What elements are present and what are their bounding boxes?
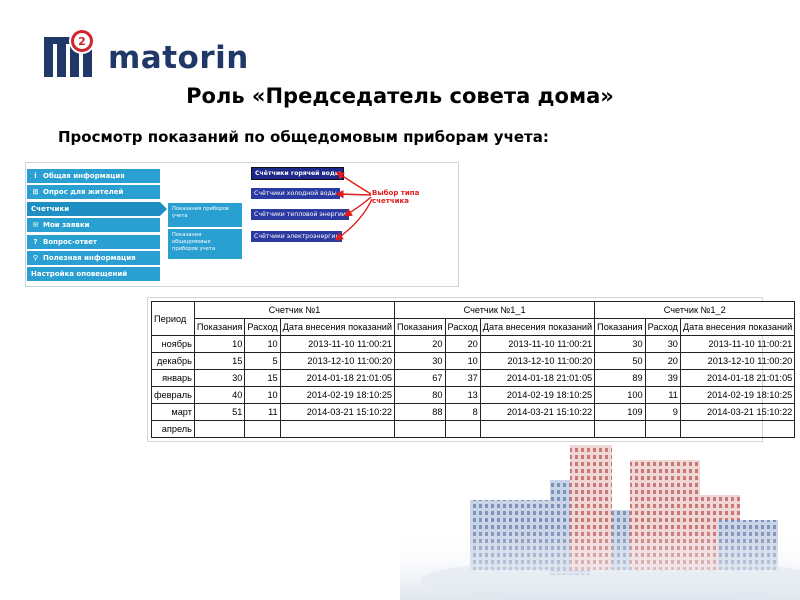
reading-cell (194, 421, 244, 438)
meter-1-1-header: Счетчик №1_1 (395, 302, 595, 319)
table-row (152, 387, 795, 404)
consumption-cell: 20 (445, 336, 480, 353)
heat-energy-meters-button[interactable]: Счётчики тепловой энергии (251, 209, 349, 220)
period-header: Период (152, 302, 195, 336)
period-cell: декабрь (152, 353, 195, 370)
consumption-cell: 20 (645, 353, 680, 370)
reading-cell: 67 (395, 370, 445, 387)
date-cell: 2014-02-19 18:10:25 (680, 387, 794, 404)
reading-cell (395, 421, 445, 438)
meter-1-2-header: Счетчик №1_2 (595, 302, 795, 319)
sidebar-item-label: Счетчики (31, 204, 70, 213)
reading-cell: 51 (194, 404, 244, 421)
date-cell: 2013-12-10 11:00:20 (680, 353, 794, 370)
date-cell: 2014-03-21 15:10:22 (480, 404, 594, 421)
consumption-cell: 15 (245, 370, 280, 387)
period-cell: февраль (152, 387, 195, 404)
date-cell: 2013-11-10 11:00:21 (280, 336, 394, 353)
meter-type-annotation: Выбор типа счетчика (372, 189, 420, 205)
date-cell: 2013-12-10 11:00:20 (280, 353, 394, 370)
cold-water-meters-button[interactable]: Счётчики холодной воды (251, 188, 340, 199)
reading-cell: 89 (595, 370, 645, 387)
period-cell: январь (152, 370, 195, 387)
reading-cell: 20 (395, 336, 445, 353)
consumption-cell (445, 421, 480, 438)
reading-cell: 40 (194, 387, 244, 404)
date-cell: 2014-03-21 15:10:22 (280, 404, 394, 421)
reading-cell: 10 (194, 336, 244, 353)
readings-header: Показания (595, 319, 645, 336)
readings-table-body (152, 336, 795, 438)
period-cell: апрель (152, 421, 195, 438)
consumption-cell: 10 (445, 353, 480, 370)
sidebar-item-label: Мои заявки (43, 221, 90, 230)
date-cell (680, 421, 794, 438)
readings-table-container (147, 297, 793, 442)
table-row (152, 421, 795, 438)
date-header: Дата внесения показаний (480, 319, 594, 336)
meter-1-header: Счетчик №1 (194, 302, 394, 319)
consumption-header: Расход (645, 319, 680, 336)
consumption-cell: 8 (445, 404, 480, 421)
reading-cell: 15 (194, 353, 244, 370)
submenu-meter-readings[interactable]: Показания приборов учета (168, 203, 242, 227)
reading-cell (595, 421, 645, 438)
menu-panel (25, 162, 459, 287)
consumption-cell: 10 (245, 336, 280, 353)
date-header: Дата внесения показаний (680, 319, 794, 336)
date-cell: 2014-01-18 21:01:05 (680, 370, 794, 387)
submenu-common-meter-readings[interactable]: Показания общедомовых приборов учета (168, 229, 242, 259)
consumption-cell (245, 421, 280, 438)
electricity-meters-button[interactable]: Счётчики электроэнергии (251, 231, 342, 242)
consumption-cell: 37 (445, 370, 480, 387)
reading-cell: 80 (395, 387, 445, 404)
consumption-cell: 30 (645, 336, 680, 353)
date-cell: 2013-11-10 11:00:21 (480, 336, 594, 353)
date-cell: 2013-12-10 11:00:20 (480, 353, 594, 370)
table-row (152, 370, 795, 387)
page-title: Роль «Председатель совета дома» (186, 84, 614, 108)
consumption-header: Расход (445, 319, 480, 336)
sidebar-item-label: Полезная информация (43, 253, 136, 262)
date-cell: 2014-01-18 21:01:05 (480, 370, 594, 387)
logo-text: matorin (108, 40, 249, 76)
date-cell: 2013-11-10 11:00:21 (680, 336, 794, 353)
date-cell (280, 421, 394, 438)
reading-cell: 30 (194, 370, 244, 387)
question-icon: ? (33, 237, 38, 246)
reading-cell: 30 (595, 336, 645, 353)
consumption-cell: 9 (645, 404, 680, 421)
reading-cell: 88 (395, 404, 445, 421)
table-row (152, 353, 795, 370)
svg-text:2: 2 (78, 35, 86, 48)
date-cell: 2014-02-19 18:10:25 (480, 387, 594, 404)
poll-icon: ⊞ (32, 188, 39, 197)
logo-mark-icon (44, 27, 102, 77)
date-cell: 2014-01-18 21:01:05 (280, 370, 394, 387)
buildings-illustration (400, 440, 800, 600)
period-cell: март (152, 404, 195, 421)
reading-cell: 109 (595, 404, 645, 421)
readings-header: Показания (395, 319, 445, 336)
table-row (152, 404, 795, 421)
location-icon: ⚲ (32, 253, 39, 262)
page-subtitle: Просмотр показаний по общедомовым приборам учета: (58, 128, 549, 146)
annotation-arrows (26, 163, 458, 286)
sub-header-row (152, 319, 795, 336)
period-cell: ноябрь (152, 336, 195, 353)
date-header: Дата внесения показаний (280, 319, 394, 336)
readings-table (151, 301, 795, 438)
consumption-cell: 11 (645, 387, 680, 404)
reading-cell: 50 (595, 353, 645, 370)
date-cell (480, 421, 594, 438)
date-cell: 2014-03-21 15:10:22 (680, 404, 794, 421)
sidebar-item-label: Опрос для жителей (43, 188, 124, 197)
sidebar-item-label: Общая информация (43, 172, 125, 180)
consumption-cell (645, 421, 680, 438)
table-row (152, 336, 795, 353)
reading-cell: 100 (595, 387, 645, 404)
consumption-cell: 39 (645, 370, 680, 387)
hot-water-meters-button[interactable]: Счётчики горячей воды (251, 167, 344, 180)
consumption-cell: 13 (445, 387, 480, 404)
consumption-cell: 10 (245, 387, 280, 404)
sidebar-item-label: Настройка оповещений (31, 270, 128, 279)
consumption-header: Расход (245, 319, 280, 336)
sidebar-item-label: Вопрос-ответ (43, 237, 97, 246)
request-icon: ✉ (32, 221, 39, 230)
reading-cell: 30 (395, 353, 445, 370)
date-cell: 2014-02-19 18:10:25 (280, 387, 394, 404)
info-icon: i (34, 172, 37, 180)
consumption-cell: 11 (245, 404, 280, 421)
readings-header: Показания (194, 319, 244, 336)
matorin-logo (44, 22, 249, 80)
consumption-cell: 5 (245, 353, 280, 370)
